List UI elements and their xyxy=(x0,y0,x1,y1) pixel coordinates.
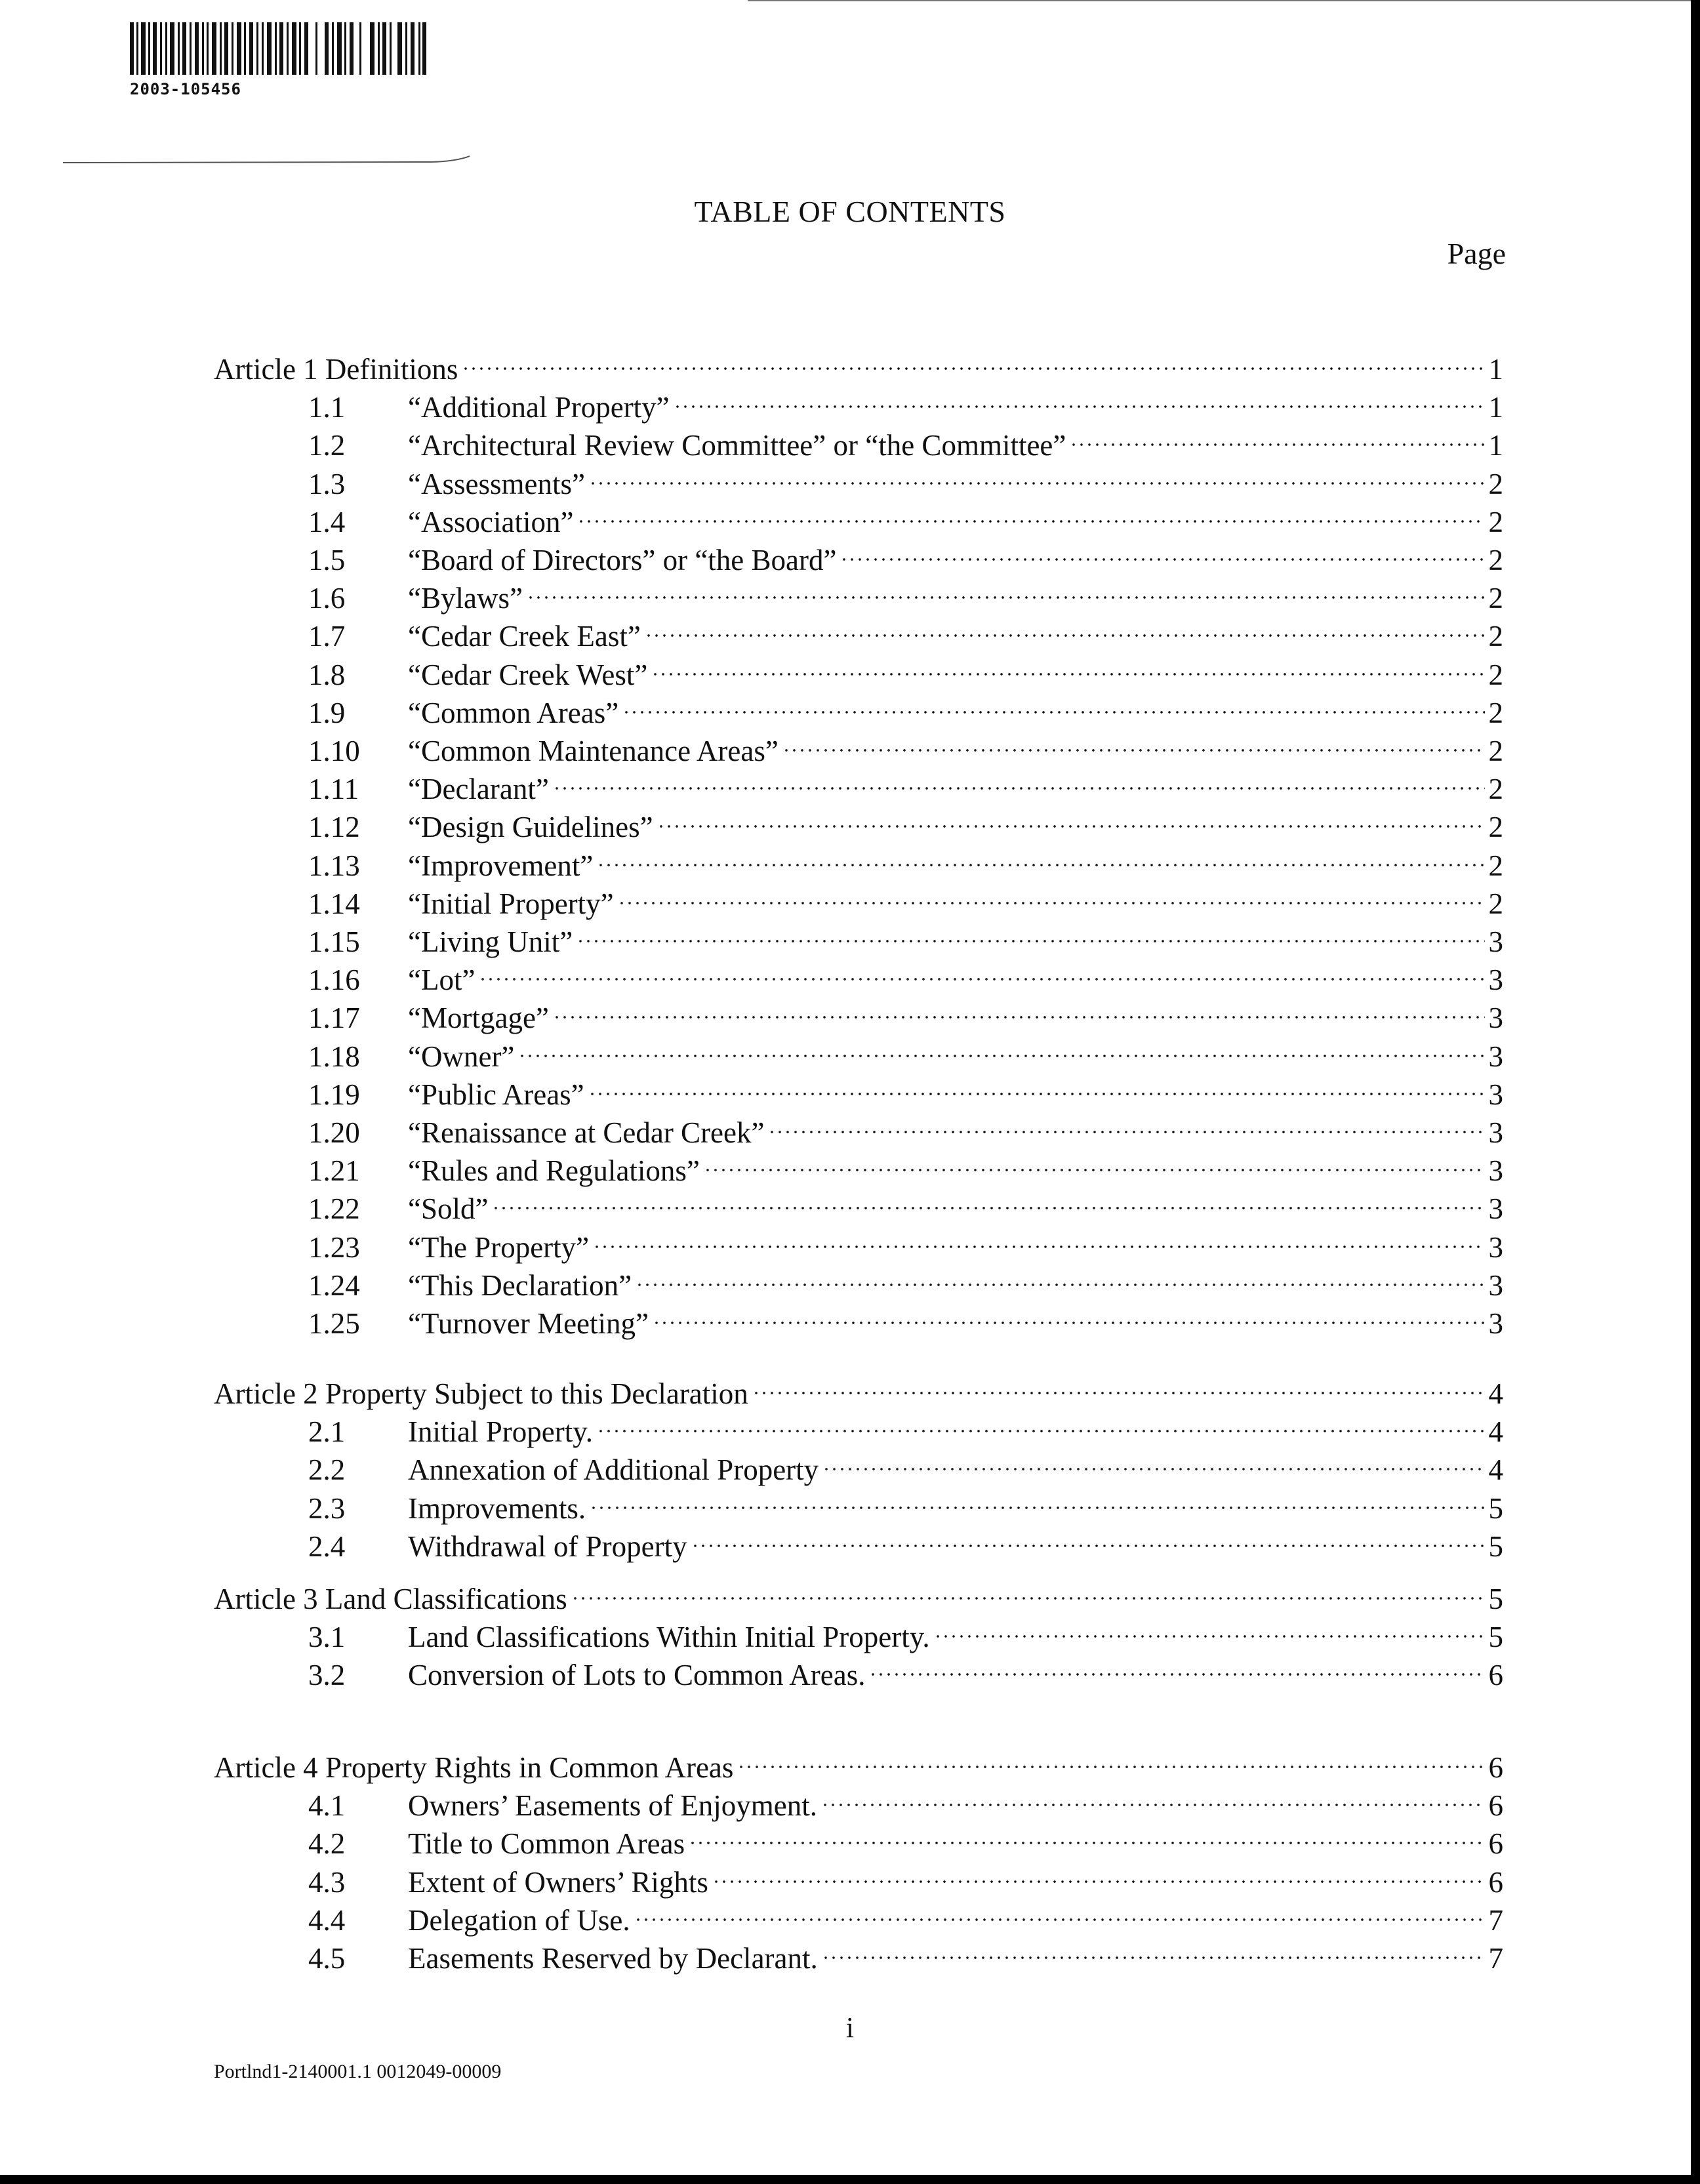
toc-section-label: “Common Areas” xyxy=(408,697,619,729)
toc-article-entry[interactable] xyxy=(214,1365,1503,1410)
toc-section-number: 1.20 xyxy=(308,1116,360,1149)
toc-section-entry[interactable] xyxy=(308,1930,1503,1975)
toc-section-number: 1.8 xyxy=(308,658,346,691)
toc-section-label: “Sold” xyxy=(408,1192,489,1225)
dot-leader xyxy=(822,1930,1485,1968)
toc-section-number: 1.11 xyxy=(308,773,359,805)
toc-section-label: Annexation of Additional Property xyxy=(408,1453,819,1486)
dot-leader xyxy=(571,1571,1485,1609)
dot-leader xyxy=(934,1609,1485,1647)
toc-section-entry[interactable] xyxy=(308,1257,1503,1302)
toc-page-number: 2 xyxy=(1488,658,1503,691)
toc-page-number: 3 xyxy=(1488,1231,1503,1264)
dot-leader xyxy=(645,608,1485,646)
toc-section-label: “Renaissance at Cedar Creek” xyxy=(408,1116,765,1149)
toc-section-number: 1.21 xyxy=(308,1154,360,1187)
toc-section-entry[interactable] xyxy=(308,838,1503,882)
toc-section-label: “The Property” xyxy=(408,1231,590,1264)
toc-section-number: 1.13 xyxy=(308,849,360,882)
toc-section-number: 1.1 xyxy=(308,391,346,424)
toc-page-number: 6 xyxy=(1488,1659,1503,1691)
toc-section-entry[interactable] xyxy=(308,1815,1503,1860)
toc-section-entry[interactable] xyxy=(308,1028,1503,1073)
toc-section-number: 1.4 xyxy=(308,506,346,538)
dot-leader xyxy=(593,1219,1484,1257)
toc-section-entry[interactable] xyxy=(308,417,1503,462)
toc-section-number: 4.3 xyxy=(308,1866,346,1899)
toc-section-label: “Owner” xyxy=(408,1040,515,1073)
toc-section-label: Extent of Owners’ Rights xyxy=(408,1866,708,1899)
toc-section-label: “Association” xyxy=(408,506,574,538)
toc-section-label: Title to Common Areas xyxy=(408,1827,685,1860)
toc-page-number: 6 xyxy=(1488,1789,1503,1822)
toc-section-label: “Lot” xyxy=(408,963,476,996)
toc-section-number: 1.24 xyxy=(308,1269,360,1302)
toc-page-number: 2 xyxy=(1488,849,1503,882)
toc-page-number: 4 xyxy=(1488,1377,1503,1410)
toc-page-number: 3 xyxy=(1488,1269,1503,1302)
toc-section-number: 1.23 xyxy=(308,1231,360,1264)
toc-article-entry[interactable] xyxy=(214,341,1503,386)
toc-section-label: “Public Areas” xyxy=(408,1078,584,1111)
toc-section-entry[interactable] xyxy=(308,799,1503,843)
dot-leader xyxy=(577,494,1484,532)
dot-leader xyxy=(518,1028,1484,1066)
toc-page-number: 3 xyxy=(1488,963,1503,996)
toc-section-entry[interactable] xyxy=(308,1892,1503,1937)
toc-page-number: 3 xyxy=(1488,1192,1503,1225)
dot-leader xyxy=(553,990,1485,1028)
toc-article-entry[interactable] xyxy=(214,1571,1503,1615)
dot-leader xyxy=(840,532,1484,570)
toc-article-label: Article 3 Land Classifications xyxy=(214,1583,567,1615)
dot-leader xyxy=(527,570,1485,608)
toc-page-number: 1 xyxy=(1488,391,1503,424)
toc-section-entry[interactable] xyxy=(308,1518,1503,1563)
dot-leader xyxy=(704,1143,1485,1181)
toc-page-number: 2 xyxy=(1488,620,1503,653)
toc-section-number: 1.3 xyxy=(308,468,346,500)
toc-section-number: 2.1 xyxy=(308,1415,346,1448)
toc-page-number: 5 xyxy=(1488,1530,1503,1563)
toc-section-number: 4.1 xyxy=(308,1789,346,1822)
toc-page-number: 3 xyxy=(1488,925,1503,958)
dot-leader xyxy=(634,1892,1485,1930)
dot-leader xyxy=(618,876,1485,914)
toc-section-label: Delegation of Use. xyxy=(408,1904,630,1937)
toc-section-entry[interactable] xyxy=(308,914,1503,958)
dot-leader xyxy=(589,456,1485,494)
toc-section-entry[interactable] xyxy=(308,1143,1503,1187)
toc-page-number: 2 xyxy=(1488,468,1503,500)
toc-page-number: 7 xyxy=(1488,1942,1503,1975)
toc-section-entry[interactable] xyxy=(308,1609,1503,1653)
toc-article-label: Article 2 Property Subject to this Declaration xyxy=(214,1377,748,1410)
toc-section-number: 1.6 xyxy=(308,582,346,615)
toc-page-number: 5 xyxy=(1488,1492,1503,1525)
toc-page-number: 4 xyxy=(1488,1453,1503,1486)
toc-section-entry[interactable] xyxy=(308,647,1503,691)
dot-leader xyxy=(588,1066,1485,1104)
toc-section-entry[interactable] xyxy=(308,1480,1503,1525)
toc-section-entry[interactable] xyxy=(308,990,1503,1034)
dot-leader xyxy=(597,838,1484,876)
dot-leader xyxy=(752,1365,1485,1404)
toc-section-label: “Rules and Regulations” xyxy=(408,1154,700,1187)
page-column-header: Page xyxy=(1447,237,1506,270)
toc-page-number: 1 xyxy=(1488,429,1503,462)
dot-leader xyxy=(577,914,1484,952)
toc-section-label: “Initial Property” xyxy=(408,887,614,920)
toc-section-label: “Board of Directors” or “the Board” xyxy=(408,544,837,576)
toc-section-label: Improvements. xyxy=(408,1492,586,1525)
toc-page-number: 3 xyxy=(1488,1307,1503,1340)
toc-section-entry[interactable] xyxy=(308,456,1503,500)
toc-section-number: 4.4 xyxy=(308,1904,346,1937)
dot-leader xyxy=(653,1295,1484,1333)
toc-section-label: “Additional Property” xyxy=(408,391,670,424)
toc-section-number: 4.5 xyxy=(308,1942,346,1975)
toc-section-entry[interactable] xyxy=(308,494,1503,538)
toc-section-entry[interactable] xyxy=(308,1066,1503,1111)
toc-page-number: 3 xyxy=(1488,1001,1503,1034)
toc-section-entry[interactable] xyxy=(308,532,1503,576)
toc-section-label: “Cedar Creek West” xyxy=(408,658,648,691)
toc-section-entry[interactable] xyxy=(308,1104,1503,1149)
toc-section-label: “Mortgage” xyxy=(408,1001,549,1034)
toc-page-number: 1 xyxy=(1488,353,1503,386)
toc-section-entry[interactable] xyxy=(308,1442,1503,1486)
toc-section-label: Owners’ Easements of Enjoyment. xyxy=(408,1789,818,1822)
toc-section-entry[interactable] xyxy=(308,952,1503,996)
dot-leader xyxy=(462,341,1484,379)
toc-section-number: 4.2 xyxy=(308,1827,346,1860)
toc-section-label: “Architectural Review Committee” or “the Committee” xyxy=(408,429,1066,462)
toc-page-number: 3 xyxy=(1488,1078,1503,1111)
page-number: i xyxy=(845,2012,855,2044)
dot-leader xyxy=(657,799,1485,837)
dot-leader xyxy=(782,723,1485,761)
toc-section-label: “This Declaration” xyxy=(408,1269,632,1302)
toc-section-number: 1.2 xyxy=(308,429,346,462)
dot-leader xyxy=(822,1442,1484,1480)
toc-section-number: 1.14 xyxy=(308,887,360,920)
toc-section-entry[interactable] xyxy=(308,1777,1503,1822)
toc-section-label: “Cedar Creek East” xyxy=(408,620,641,653)
dot-leader xyxy=(821,1777,1484,1815)
toc-section-label: “Improvement” xyxy=(408,849,594,882)
toc-section-label: “Turnover Meeting” xyxy=(408,1307,649,1340)
toc-section-number: 1.19 xyxy=(308,1078,360,1111)
toc-section-number: 3.1 xyxy=(308,1621,346,1653)
dot-leader xyxy=(636,1257,1484,1295)
toc-page-number: 2 xyxy=(1488,697,1503,729)
toc-section-number: 1.10 xyxy=(308,735,360,767)
toc-section-entry[interactable] xyxy=(308,1295,1503,1340)
dot-leader xyxy=(492,1181,1484,1219)
toc-page-number: 3 xyxy=(1488,1154,1503,1187)
toc-section-number: 3.2 xyxy=(308,1659,346,1691)
toc-section-number: 1.22 xyxy=(308,1192,360,1225)
toc-section-number: 2.3 xyxy=(308,1492,346,1525)
toc-page-number: 5 xyxy=(1488,1621,1503,1653)
barcode-number: 2003-105456 xyxy=(130,80,241,98)
dot-leader xyxy=(590,1480,1484,1518)
toc-section-entry[interactable] xyxy=(308,1219,1503,1264)
toc-section-entry[interactable] xyxy=(308,1181,1503,1225)
toc-page-number: 6 xyxy=(1488,1827,1503,1860)
toc-section-label: Conversion of Lots to Common Areas. xyxy=(408,1659,866,1691)
toc-page-number: 2 xyxy=(1488,582,1503,615)
toc-page-number: 3 xyxy=(1488,1040,1503,1073)
dot-leader xyxy=(691,1518,1485,1556)
toc-page-number: 2 xyxy=(1488,735,1503,767)
toc-section-label: Land Classifications Within Initial Property. xyxy=(408,1621,930,1653)
toc-page-number: 4 xyxy=(1488,1415,1503,1448)
toc-section-label: “Declarant” xyxy=(408,773,549,805)
dot-leader xyxy=(553,761,1485,799)
toc-section-entry[interactable] xyxy=(308,1404,1503,1448)
dot-leader xyxy=(768,1104,1484,1143)
toc-section-label: “Living Unit” xyxy=(408,925,573,958)
dot-leader xyxy=(869,1647,1484,1685)
toc-section-entry[interactable] xyxy=(308,1854,1503,1899)
toc-section-number: 1.17 xyxy=(308,1001,360,1034)
toc-section-entry[interactable] xyxy=(308,723,1503,767)
dot-leader xyxy=(737,1739,1484,1777)
toc-section-number: 1.15 xyxy=(308,925,360,958)
toc-page-number: 6 xyxy=(1488,1751,1503,1784)
toc-section-label: Initial Property. xyxy=(408,1415,594,1448)
toc-section-label: “Assessments” xyxy=(408,468,585,500)
toc-section-number: 2.2 xyxy=(308,1453,346,1486)
toc-page-number: 5 xyxy=(1488,1583,1503,1615)
toc-section-entry[interactable] xyxy=(308,379,1503,424)
dot-leader xyxy=(622,685,1484,723)
toc-section-label: “Common Maintenance Areas” xyxy=(408,735,779,767)
dot-leader xyxy=(674,379,1485,417)
toc-section-number: 1.5 xyxy=(308,544,346,576)
dot-leader xyxy=(597,1404,1484,1442)
dot-leader xyxy=(651,647,1484,685)
toc-section-number: 1.9 xyxy=(308,697,346,729)
toc-page-number: 2 xyxy=(1488,506,1503,538)
toc-section-label: Easements Reserved by Declarant. xyxy=(408,1942,818,1975)
toc-section-number: 1.16 xyxy=(308,963,360,996)
toc-section-number: 1.18 xyxy=(308,1040,360,1073)
toc-page-number: 2 xyxy=(1488,887,1503,920)
toc-article-entry[interactable] xyxy=(214,1739,1503,1784)
toc-section-label: “Design Guidelines” xyxy=(408,811,653,843)
toc-section-entry[interactable] xyxy=(308,761,1503,805)
dot-leader xyxy=(689,1815,1484,1853)
toc-page-number: 7 xyxy=(1488,1904,1503,1937)
toc-page-number: 2 xyxy=(1488,811,1503,843)
toc-section-entry[interactable] xyxy=(308,685,1503,729)
toc-section-number: 1.12 xyxy=(308,811,360,843)
toc-section-number: 1.7 xyxy=(308,620,346,653)
toc-section-number: 1.25 xyxy=(308,1307,360,1340)
toc-article-label: Article 4 Property Rights in Common Areas xyxy=(214,1751,734,1784)
dot-leader xyxy=(1070,417,1484,455)
toc-section-entry[interactable] xyxy=(308,1647,1503,1691)
toc-page-number: 3 xyxy=(1488,1116,1503,1149)
toc-section-entry[interactable] xyxy=(308,570,1503,615)
toc-section-entry[interactable] xyxy=(308,608,1503,653)
toc-section-entry[interactable] xyxy=(308,876,1503,920)
toc-page-number: 2 xyxy=(1488,544,1503,576)
toc-article-label: Article 1 Definitions xyxy=(214,353,458,386)
toc-page-number: 6 xyxy=(1488,1866,1503,1899)
toc-page-number: 2 xyxy=(1488,773,1503,805)
toc-section-label: Withdrawal of Property xyxy=(408,1530,687,1563)
dot-leader xyxy=(479,952,1484,990)
document-id: Portlnd1-2140001.1 0012049-00009 xyxy=(214,2061,502,2082)
toc-section-label: “Bylaws” xyxy=(408,582,523,615)
toc-section-number: 2.4 xyxy=(308,1530,346,1563)
dot-leader xyxy=(712,1854,1485,1892)
page-title: TABLE OF CONTENTS xyxy=(694,195,1006,228)
